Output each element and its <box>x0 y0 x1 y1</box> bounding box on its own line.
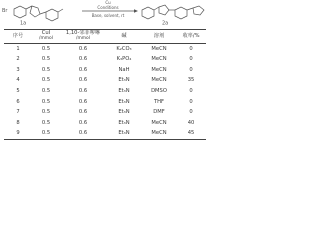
cell-yield: 0 <box>189 98 193 105</box>
header-yield-text: 收率/% <box>182 32 200 39</box>
cell-entry: 9 <box>4 129 32 140</box>
cell-yield: 40 <box>187 119 195 126</box>
header-ligand-unit: /mmol <box>76 36 90 42</box>
cell-yield: 0 <box>189 45 193 52</box>
cell-entry: 3 <box>16 66 20 73</box>
cell-ligand: 0.6 <box>78 119 88 126</box>
cell-base: Et₃N <box>118 109 130 116</box>
cell-entry: 7 <box>16 109 20 116</box>
table-row <box>4 97 206 108</box>
product-structure <box>142 5 204 19</box>
cell-cui: 0.5 <box>41 119 51 126</box>
table-header-row <box>4 30 206 44</box>
cell-ligand: 0.6 <box>78 45 88 52</box>
header-ligand-text: 1,10-邻菲啰啉 <box>65 30 101 37</box>
cell-yield: 0 <box>189 109 193 116</box>
header-entry-text: 序号 <box>12 32 24 39</box>
cell-base: Et₃N <box>106 129 142 140</box>
header-solvent-text: 溶剂 <box>153 32 165 39</box>
substituent-br-label: Br <box>2 8 8 14</box>
reaction-scheme-drawing <box>0 0 210 26</box>
header-cui <box>32 30 60 44</box>
cell-solvent: MeCN <box>151 56 167 63</box>
cell-solvent: MeCN <box>151 77 167 84</box>
table-row <box>4 65 206 76</box>
cell-entry: 6 <box>16 98 20 105</box>
cell-cui: 0.5 <box>41 88 51 95</box>
cell-base: Et₃N <box>118 77 130 84</box>
cell-base: Et₃N <box>118 88 130 95</box>
table-row <box>4 108 206 119</box>
cell-solvent: MeCN <box>151 119 167 126</box>
header-yield <box>176 30 206 44</box>
cell-yield: 0 <box>189 56 193 63</box>
table-row <box>4 129 206 140</box>
cell-ligand: 0.6 <box>78 98 88 105</box>
arrow-top-line2: Conditions <box>97 5 119 10</box>
cell-solvent: DMF <box>153 109 165 116</box>
cell-solvent: DMSO <box>151 88 167 95</box>
cell-solvent: MeCN <box>151 45 167 52</box>
table-row <box>4 55 206 66</box>
cell-ligand: 0.6 <box>78 77 88 84</box>
cell-yield: 45 <box>176 129 206 140</box>
header-base <box>106 30 142 44</box>
header-cui-unit: /mmol <box>39 36 53 42</box>
cell-base: K₂CO₃ <box>116 45 132 52</box>
cell-ligand: 0.6 <box>78 66 88 73</box>
optimization-table <box>4 29 206 140</box>
cell-cui: 0.5 <box>41 98 51 105</box>
cell-cui: 0.5 <box>41 66 51 73</box>
cell-ligand: 0.6 <box>78 109 88 116</box>
cell-entry: 4 <box>16 77 20 84</box>
arrow-bottom-text: Base, solvent, rt <box>91 13 125 18</box>
cell-cui: 0.5 <box>41 45 51 52</box>
cell-yield: 35 <box>187 77 195 84</box>
header-cui-text: CuI <box>41 30 51 37</box>
cell-solvent: MeCN <box>142 129 176 140</box>
header-solvent <box>142 30 176 44</box>
header-base-text: 碱 <box>121 32 127 39</box>
cell-entry: 8 <box>16 119 20 126</box>
cell-yield: 0 <box>189 88 193 95</box>
cell-base: NaH <box>118 66 130 73</box>
cell-ligand: 0.6 <box>78 88 88 95</box>
arrow-top-line1: Cu <box>105 0 111 5</box>
cell-solvent: THF <box>153 98 165 105</box>
cell-solvent: MeCN <box>151 66 167 73</box>
cell-ligand: 0.6 <box>60 129 106 140</box>
table-row <box>4 118 206 129</box>
starting-material-structure <box>14 6 63 21</box>
product-label: 2a <box>162 20 169 26</box>
cell-base: Et₃N <box>118 119 130 126</box>
header-ligand <box>60 30 106 44</box>
cell-cui: 0.5 <box>41 77 51 84</box>
cell-yield: 0 <box>189 66 193 73</box>
cell-entry: 2 <box>16 56 20 63</box>
header-entry <box>4 30 32 44</box>
cell-entry: 1 <box>16 45 20 52</box>
cell-ligand: 0.6 <box>78 56 88 63</box>
cell-cui: 0.5 <box>41 109 51 116</box>
table-row <box>4 86 206 97</box>
cell-base: K₃PO₄ <box>116 56 132 63</box>
table-row <box>4 76 206 87</box>
cell-entry: 5 <box>16 88 20 95</box>
cell-cui: 0.5 <box>32 129 60 140</box>
starting-material-label: 1a <box>20 20 27 26</box>
reaction-scheme <box>0 0 210 26</box>
cell-cui: 0.5 <box>41 56 51 63</box>
table-row <box>4 44 206 55</box>
cell-base: Et₃N <box>118 98 130 105</box>
